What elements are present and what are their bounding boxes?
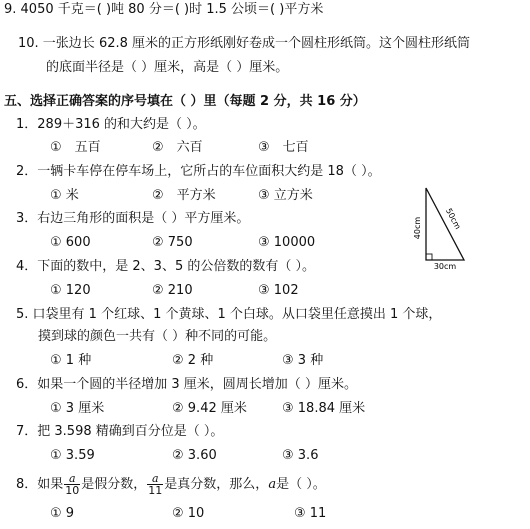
question-7: 7．把 3.598 精确到百分位是（ ）。 [16, 424, 224, 439]
option: ① 9 [50, 506, 75, 521]
fraction-a-over-11 [147, 473, 163, 496]
question-2: 2．一辆卡车停在停车场上，它所占的车位面积大约是 18（ ）。 [16, 164, 381, 179]
question-4: 4．下面的数中，是 2、3、5 的公倍数的数有（ ）。 [16, 259, 315, 274]
option: ② 平方米 [152, 188, 216, 203]
question-5: 5. 口袋里有 1 个红球、1 个黄球、1 个白球。从口袋里任意摸出 1 个球， [16, 307, 442, 322]
question-8-prefix: 8．如果 [16, 477, 64, 492]
question-1: 1．289＋316 的和大约是（ ）。 [16, 117, 206, 132]
question-10-line2: 的底面半径是（ ）厘米，高是（ ）厘米。 [46, 60, 289, 75]
question-6: 6．如果一个圆的半径增加 3 厘米，圆周长增加（ ）厘米。 [16, 377, 357, 392]
fraction-denominator: 10 [65, 484, 80, 497]
option: ③ 102 [258, 283, 299, 298]
triangle-figure [396, 180, 476, 272]
option: ① 五百 [50, 140, 101, 155]
question-8-suffix: 是（ ）。 [276, 477, 326, 492]
fraction-denominator: 11 [148, 484, 163, 497]
option: ③ 10000 [258, 235, 316, 250]
option: ② 3.60 [172, 448, 217, 463]
question-8-mid2: 是真分数，那么， [164, 477, 269, 492]
question-10-line1: 10. 一张边长 62.8 厘米的正方形纸刚好卷成一个圆柱形纸筒。这个圆柱形纸筒 [18, 36, 471, 51]
triangle-left-label: 40cm [413, 216, 422, 240]
option: ③ 3.6 [282, 448, 319, 463]
option: ② 10 [172, 506, 205, 521]
fraction-numerator: a [147, 473, 163, 485]
question-5-line2: 摸到球的颜色一共有（ ）种不同的可能。 [38, 329, 277, 344]
question-3: 3．右边三角形的面积是（ ）平方厘米。 [16, 211, 250, 226]
option: ① 3.59 [50, 448, 95, 463]
triangle-base-label: 30cm [433, 262, 457, 271]
option: ③ 立方米 [258, 188, 313, 203]
section-5-heading: 五、选择正确答案的序号填在（ ）里（每题 2 分，共 16 分） [4, 94, 366, 109]
option: ① 600 [50, 235, 91, 250]
option: ③ 七百 [258, 140, 309, 155]
option: ② 六百 [152, 140, 203, 155]
option: ② 2 种 [172, 353, 214, 368]
question-9: 9. 4050 千克＝( )吨 80 分＝( )时 1.5 公顷＝( )平方米 [4, 2, 324, 17]
question-8-mid: 是假分数， [81, 477, 147, 492]
option: ③ 3 种 [282, 353, 324, 368]
option: ③ 11 [294, 506, 327, 521]
fraction-numerator: a [64, 473, 80, 485]
triangle-hyp-label: 50cm [443, 206, 463, 231]
option: ② 210 [152, 283, 193, 298]
option: ① 3 厘米 [50, 401, 105, 416]
option: ② 750 [152, 235, 193, 250]
option: ① 120 [50, 283, 91, 298]
option: ① 1 种 [50, 353, 92, 368]
variable-a: a [268, 477, 277, 492]
option: ③ 18.84 厘米 [282, 401, 366, 416]
right-angle-mark [426, 254, 432, 260]
option: ① 米 [50, 188, 79, 203]
fraction-a-over-10 [64, 473, 80, 496]
option: ② 9.42 厘米 [172, 401, 247, 416]
question-8 [16, 472, 326, 498]
